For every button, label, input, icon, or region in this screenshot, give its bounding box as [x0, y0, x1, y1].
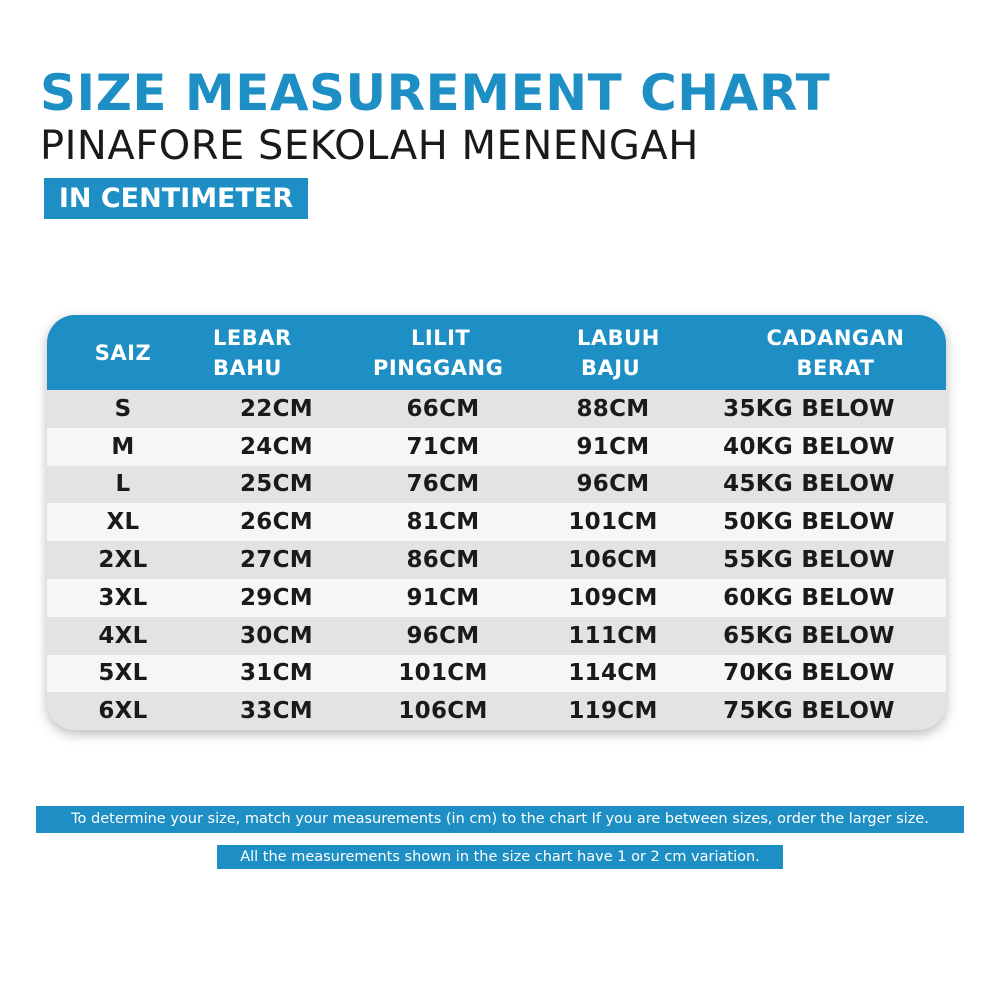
cell-weight: 60KG BELOW [723, 584, 895, 611]
cell-length: 109CM [568, 584, 658, 611]
header-lilit-pinggang-line-2: PINGGANG [373, 355, 504, 380]
table-row [47, 541, 946, 579]
cell-waist: 91CM [406, 584, 480, 611]
header-saiz-line-1: SAIZ [94, 340, 152, 365]
header-labuh-baju [545, 323, 725, 383]
cell-length: 119CM [568, 698, 658, 725]
cell-length: 91CM [576, 433, 650, 460]
header-lebar-bahu-line-2: BAHU [213, 355, 282, 380]
table-body [47, 390, 946, 730]
table-row [47, 466, 946, 504]
header-lilit-pinggang [373, 323, 545, 383]
cell-shoulder-width: 25CM [240, 471, 313, 498]
cell-size: 2XL [98, 547, 148, 574]
table-row [47, 655, 946, 693]
cell-length: 88CM [576, 395, 650, 422]
cell-waist: 71CM [406, 433, 480, 460]
cell-length: 111CM [568, 622, 658, 649]
cell-weight: 65KG BELOW [723, 622, 895, 649]
cell-size: 5XL [98, 660, 148, 687]
table-row [47, 617, 946, 655]
header-lebar-bahu [199, 323, 373, 383]
cell-waist: 76CM [406, 471, 480, 498]
cell-shoulder-width: 24CM [240, 433, 313, 460]
header-lilit-pinggang-line-1: LILIT [411, 325, 471, 350]
cell-shoulder-width: 33CM [240, 698, 313, 725]
cell-weight: 75KG BELOW [723, 698, 895, 725]
unit-badge: IN CENTIMETER [44, 178, 308, 219]
cell-weight: 55KG BELOW [723, 547, 895, 574]
table-row [47, 503, 946, 541]
cell-shoulder-width: 31CM [240, 660, 313, 687]
cell-length: 106CM [568, 547, 658, 574]
cell-weight: 70KG BELOW [723, 660, 895, 687]
cell-length: 96CM [576, 471, 650, 498]
fit-note: To determine your size, match your measurements (in cm) to the chart If you are between sizes, order the larger size. [36, 806, 964, 833]
header-cadangan-berat [725, 323, 946, 383]
cell-shoulder-width: 29CM [240, 584, 313, 611]
header-cadangan-berat-line-2: BERAT [796, 355, 875, 380]
cell-waist: 81CM [406, 509, 480, 536]
table-header-row [47, 315, 946, 390]
variation-note: All the measurements shown in the size chart have 1 or 2 cm variation. [217, 845, 783, 869]
cell-shoulder-width: 22CM [240, 395, 313, 422]
cell-size: 6XL [98, 698, 148, 725]
cell-weight: 40KG BELOW [723, 433, 895, 460]
cell-size: XL [106, 509, 140, 536]
header-lebar-bahu-line-1: LEBAR [213, 325, 292, 350]
cell-weight: 35KG BELOW [723, 395, 895, 422]
size-table [47, 315, 946, 730]
cell-weight: 50KG BELOW [723, 509, 895, 536]
cell-waist: 96CM [406, 622, 480, 649]
cell-shoulder-width: 27CM [240, 547, 313, 574]
table-row [47, 428, 946, 466]
header-cadangan-berat-line-1: CADANGAN [766, 325, 905, 350]
page-title: SIZE MEASUREMENT CHART [40, 64, 831, 122]
cell-shoulder-width: 30CM [240, 622, 313, 649]
cell-waist: 101CM [398, 660, 488, 687]
header-saiz [47, 338, 199, 368]
header-labuh-baju-line-2: BAJU [581, 355, 641, 380]
table-row [47, 579, 946, 617]
cell-shoulder-width: 26CM [240, 509, 313, 536]
cell-waist: 106CM [398, 698, 488, 725]
cell-length: 114CM [568, 660, 658, 687]
cell-size: S [114, 395, 132, 422]
page-subtitle: PINAFORE SEKOLAH MENENGAH [40, 123, 699, 169]
cell-length: 101CM [568, 509, 658, 536]
cell-size: M [111, 433, 135, 460]
table-row [47, 692, 946, 730]
cell-weight: 45KG BELOW [723, 471, 895, 498]
header-labuh-baju-line-1: LABUH [577, 325, 660, 350]
table-row [47, 390, 946, 428]
cell-waist: 66CM [406, 395, 480, 422]
cell-size: L [115, 471, 131, 498]
cell-size: 4XL [98, 622, 148, 649]
cell-waist: 86CM [406, 547, 480, 574]
cell-size: 3XL [98, 584, 148, 611]
